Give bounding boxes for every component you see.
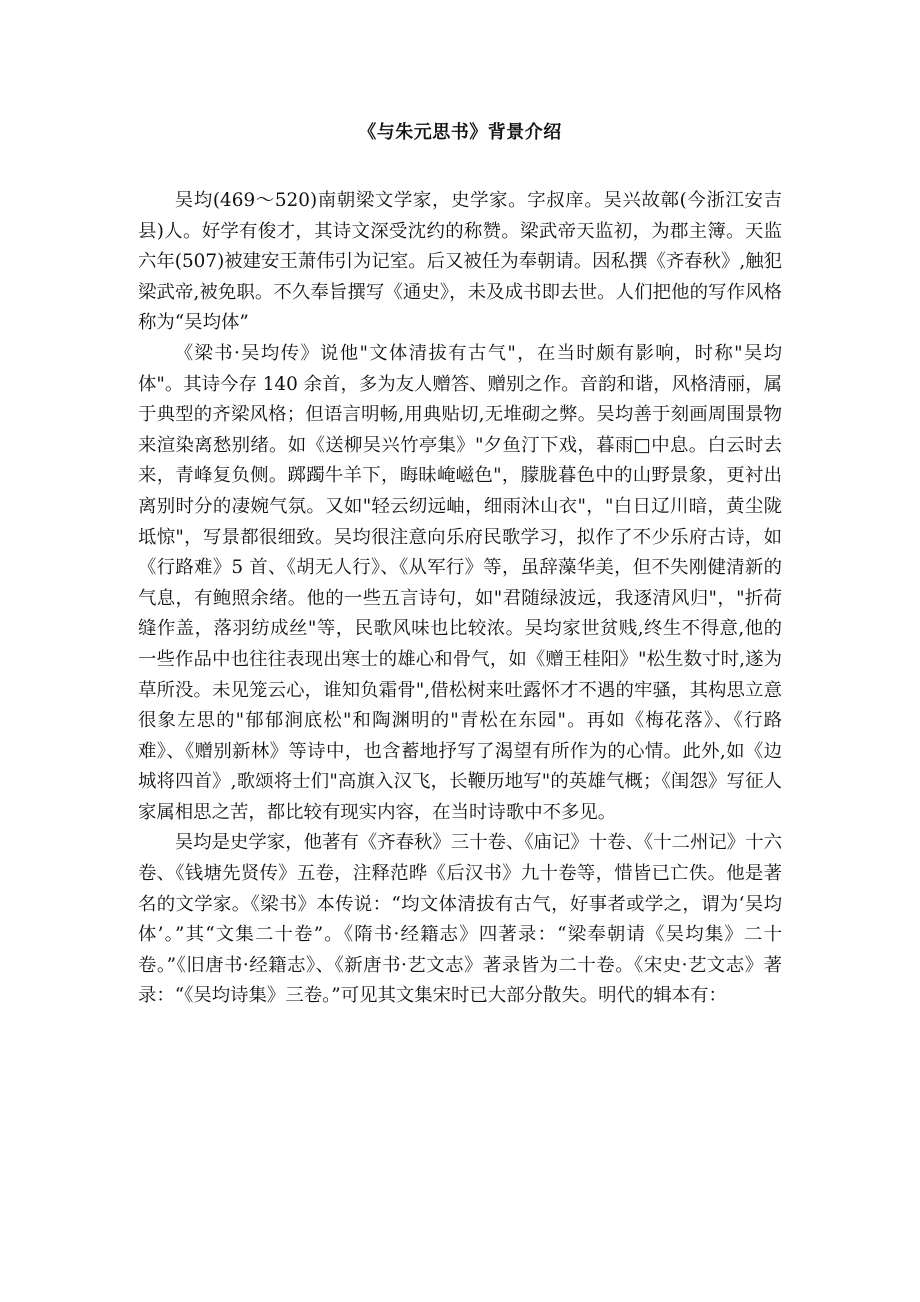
paragraph-historian-works: 吴均是史学家，他著有《齐春秋》三十卷、《庙记》十卷、《十二州记》十六卷、《钱塘先贤传》五卷，注释范晔《后汉书》九十卷等，惜皆已亡佚。他是著名的文学家。《梁书》本传说：“均文体清拔有古气，好事者或学之，谓为‘吴均体’。”其“文集二十卷”。《隋书·经籍志》四著录：“梁奉朝请《吴均集》二十卷。”《旧唐书·经籍志》、《新唐书·艺文志》著录皆为二十卷。《宋史·艺文志》著录：“《吴均诗集》三卷。”可见其文集宋时已大部分散失。明代的辑本有： xyxy=(138,832,782,1007)
paragraph-poetry-style: 《梁书·吴均传》说他"文体清拔有古气"，在当时颇有影响，时称"吴均体"。其诗今存 140 余首，多为友人赠答、赠别之作。音韵和谐，风格清丽，属于典型的齐梁风格；但语言明畅,用典贴切,无堆砌之弊。吴均善于刻画周围景物来渲染离愁别绪。如《送柳吴兴竹亭集》"夕鱼汀下戏，暮雨□中息。白云时去来，青峰复负侧。踯躅牛羊下，晦昧崦嵫色"，朦胧暮色中的山野景象，更衬出离别时分的凄婉气氛。又如"轻云纫远岫，细雨沐山衣"，"白日辽川暗，黄尘陇坻惊"，写景都很细致。吴均很注意向乐府民歌学习，拟作了不少乐府古诗，如《行路难》5 首、《胡无人行》、《从军行》等，虽辞藻华美，但不失刚健清新的气息，有鲍照余绪。他的一些五言诗句，如"君随绿波远，我逐清风归"，"折荷缝作盖，落羽纺成丝"等，民歌风味也比较浓。吴均家世贫贱,终生不得意,他的一些作品中也往往表现出寒士的雄心和骨气，如《赠王桂阳》"松生数寸时,遂为草所没。未见笼云心，谁知负霜骨",借松树来吐露怀才不遇的牢骚，其构思立意很象左思的"郁郁涧底松"和陶渊明的"青松在东园"。再如《梅花落》、《行路难》、《赠别新林》等诗中，也含蓄地抒写了渴望有所作为的心情。此外,如《边城将四首》,歌颂将士们"高旗入汉飞，长鞭历地写"的英雄气概；《闺怨》写征人家属相思之苦，都比较有现实内容，在当时诗歌中不多见。 xyxy=(138,342,782,823)
document-title: 《与朱元思书》背景介绍 xyxy=(358,122,562,143)
document-body xyxy=(138,186,782,1012)
paragraph-biography: 吴均(469～520)南朝梁文学家，史学家。字叔庠。吴兴故鄣(今浙江安吉县)人。好学有俊才，其诗文深受沈约的称赞。梁武帝天监初，为郡主簿。天监六年(507)被建安王萧伟引为记室。后又被任为奉朝请。因私撰《齐春秋》,触犯梁武帝,被免职。不久奉旨撰写《通史》，未及成书即去世。人们把他的写作风格称为“吴均体” xyxy=(138,190,782,334)
